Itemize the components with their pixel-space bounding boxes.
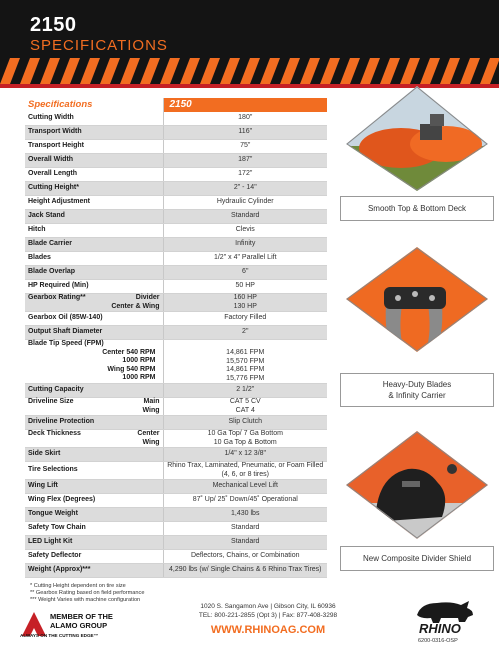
spec-value: 1/4" x 12 3/8" <box>163 448 327 462</box>
spec-value: Standard <box>163 536 327 550</box>
table-row <box>25 112 327 126</box>
model-number: 2150 <box>30 14 77 36</box>
spec-value: 180" <box>163 112 327 126</box>
table-row <box>25 182 327 196</box>
spec-value: 1/2" x 4" Parallel Lift <box>163 252 327 266</box>
spec-label: Cutting Capacity <box>25 384 163 398</box>
spec-label: Blade Carrier <box>25 238 163 252</box>
spec-label: Wing Lift <box>25 480 163 494</box>
feature-label: Smooth Top & Bottom Deck <box>367 204 467 213</box>
spec-label: Transport Width <box>25 126 163 140</box>
spec-value-line: CAT 4 <box>235 406 255 414</box>
spec-label: Driveline Protection <box>25 416 163 430</box>
spec-value: Slip Clutch <box>163 416 327 430</box>
spec-label: Wing Flex (Degrees) <box>25 494 163 508</box>
spec-sublabel: Main <box>143 398 160 405</box>
spec-sublabel: 1000 RPM <box>122 357 156 365</box>
page-title: SPECIFICATIONS <box>30 37 168 54</box>
address: 1020 S. Sangamon Ave | Gibson City, IL 60936 <box>200 603 336 610</box>
spec-sublabels <box>111 294 159 311</box>
feature-caption-blades <box>340 373 494 407</box>
table-row <box>25 140 327 154</box>
spec-value: 187" <box>163 154 327 168</box>
spec-value-line: (4, 6, or 8 tires) <box>221 470 269 478</box>
table-row <box>25 238 327 252</box>
table-row <box>25 312 327 326</box>
member-line-1: MEMBER OF THE <box>50 612 113 621</box>
table-row <box>25 154 327 168</box>
spec-header-label: Specifications <box>25 98 163 112</box>
spec-label-text: Gearbox Rating** <box>28 294 86 301</box>
spec-value-line: 15,570 FPM <box>226 357 265 365</box>
spec-header-model: 2150 <box>163 98 327 112</box>
spec-label: Transport Height <box>25 140 163 154</box>
spec-value: 4,290 lbs (w/ Single Chains & 6 Rhino Trax Tires) <box>163 564 327 578</box>
table-row <box>25 564 327 578</box>
table-row <box>25 448 327 462</box>
rhino-wordmark: RHINO <box>419 621 461 635</box>
spec-label: Gearbox Oil (85W-140) <box>25 312 163 326</box>
feature-caption-divider <box>340 546 494 571</box>
spec-label <box>25 294 163 312</box>
spec-value-line: 10 Ga Top/ 7 Ga Bottom <box>207 430 283 437</box>
spec-value: Infinity <box>163 238 327 252</box>
spec-sublabel: Wing 540 RPM <box>107 365 156 373</box>
spec-value: 1,430 lbs <box>163 508 327 522</box>
spec-label: Output Shaft Diameter <box>25 326 163 340</box>
table-row <box>25 340 327 384</box>
spec-label <box>25 430 163 448</box>
table-row <box>25 522 327 536</box>
spec-label: Overall Width <box>25 154 163 168</box>
table-row <box>25 462 327 480</box>
spec-label: Blade Overlap <box>25 266 163 280</box>
spec-sublabels <box>137 430 159 447</box>
spec-value-line: 160 HP <box>233 294 257 301</box>
spec-value-line: Rhino Trax, Laminated, Pneumatic, or Foam Filled <box>167 462 324 469</box>
table-row <box>25 266 327 280</box>
spec-label: Cutting Width <box>25 112 163 126</box>
spec-value <box>163 398 327 416</box>
rhino-logo-icon <box>411 595 481 635</box>
divider-shield-photo <box>346 431 488 539</box>
table-row <box>25 326 327 340</box>
spec-value: 2" <box>163 326 327 340</box>
spec-label: Blades <box>25 252 163 266</box>
spec-label-text: Blade Tip Speed (FPM) <box>28 340 104 348</box>
feature-label: Heavy-Duty Blades <box>382 380 452 389</box>
spec-value-line: 14,861 FPM <box>226 366 265 373</box>
spec-value: Clevis <box>163 224 327 238</box>
spec-value: 6" <box>163 266 327 280</box>
page-header <box>0 0 499 88</box>
footnote: *** Weight Varies with machine configuration <box>30 597 141 603</box>
spec-label: HP Required (Min) <box>25 280 163 294</box>
spec-value: Hydraulic Cylinder <box>163 196 327 210</box>
spec-label: Tire Selections <box>25 462 163 480</box>
spec-label: Jack Stand <box>25 210 163 224</box>
spec-value: 116" <box>163 126 327 140</box>
spec-sublabel: Divider <box>135 294 160 301</box>
feature-caption-deck <box>340 196 494 221</box>
deck-photo <box>346 86 488 191</box>
spec-label: Overall Length <box>25 168 163 182</box>
spec-sublabel: Center <box>137 430 160 437</box>
spec-sublabel: Wing <box>142 438 160 446</box>
table-row <box>25 210 327 224</box>
website-link[interactable]: WWW.RHINOAG.COM <box>210 624 326 636</box>
spec-label: Tongue Weight <box>25 508 163 522</box>
spec-label: Cutting Height* <box>25 182 163 196</box>
spec-value: Mechanical Level Lift <box>163 480 327 494</box>
spec-value: Factory Filled <box>163 312 327 326</box>
spec-sublabel: 1000 RPM <box>122 374 156 382</box>
table-row <box>25 126 327 140</box>
spec-sublabel: Wing <box>142 406 160 414</box>
spec-value: 50 HP <box>163 280 327 294</box>
spec-value: 2" - 14" <box>163 182 327 196</box>
spec-value-line: 130 HP <box>233 302 257 310</box>
footnote: * Cutting Height dependent on tire size <box>30 583 126 589</box>
table-row <box>25 550 327 564</box>
spec-value: Standard <box>163 210 327 224</box>
spec-value: 2 1/2" <box>163 384 327 398</box>
feature-label: New Composite Divider Shield <box>362 554 472 563</box>
table-row <box>25 416 327 430</box>
spec-sublabel: Center 540 RPM <box>102 348 156 356</box>
table-row <box>25 168 327 182</box>
document-number: 6200-0316-OSP <box>418 638 458 644</box>
spec-value: Deflectors, Chains, or Combination <box>163 550 327 564</box>
table-row <box>25 384 327 398</box>
table-row <box>25 294 327 312</box>
table-row <box>25 480 327 494</box>
footnote: ** Gearbox Rating based on field performance <box>30 590 145 596</box>
spec-label: Safety Deflector <box>25 550 163 564</box>
spec-label <box>25 340 163 384</box>
spec-sublabel: Center & Wing <box>111 302 160 310</box>
spec-value: 87˚ Up/ 25˚ Down/45˚ Operational <box>163 494 327 508</box>
spec-label: Weight (Approx)*** <box>25 564 163 578</box>
spec-label: Height Adjustment <box>25 196 163 210</box>
alamo-tagline: ALWAYS ON THE CUTTING EDGE™ <box>20 633 99 638</box>
table-header-row <box>25 98 327 112</box>
spec-value <box>163 430 327 448</box>
spec-label: Side Skirt <box>25 448 163 462</box>
table-row <box>25 280 327 294</box>
spec-value-line: CAT 5 CV <box>229 398 261 405</box>
spec-value <box>163 462 327 480</box>
footnotes <box>30 583 144 604</box>
specifications-table <box>25 98 327 578</box>
spec-value-line: 14,861 FPM <box>226 349 265 356</box>
contact-info <box>170 602 366 620</box>
phone-fax: TEL: 800-221-2855 (Opt 3) | Fax: 877-408-3298 <box>198 612 338 619</box>
spec-label: Hitch <box>25 224 163 238</box>
table-row <box>25 508 327 522</box>
table-row <box>25 224 327 238</box>
spec-value <box>163 340 327 384</box>
spec-value: Standard <box>163 522 327 536</box>
table-row <box>25 398 327 416</box>
spec-value-line: 10 Ga Top & Bottom <box>213 438 277 446</box>
spec-value <box>163 294 327 312</box>
feature-label: & Infinity Carrier <box>388 391 446 400</box>
spec-value: 172" <box>163 168 327 182</box>
hazard-stripes <box>0 58 499 84</box>
spec-value-line: 15,776 FPM <box>226 374 265 382</box>
spec-sublabels <box>142 398 159 415</box>
spec-label: Safety Tow Chain <box>25 522 163 536</box>
member-line-2: ALAMO GROUP <box>50 621 108 630</box>
spec-sublabels <box>102 349 159 383</box>
spec-label-text: Driveline Size <box>28 398 74 405</box>
table-row <box>25 430 327 448</box>
spec-value: 75" <box>163 140 327 154</box>
table-row <box>25 536 327 550</box>
table-row <box>25 494 327 508</box>
table-row <box>25 252 327 266</box>
spec-label: LED Light Kit <box>25 536 163 550</box>
spec-label-text: Deck Thickness <box>28 430 81 437</box>
blades-photo <box>346 247 488 352</box>
table-row <box>25 196 327 210</box>
spec-label <box>25 398 163 416</box>
